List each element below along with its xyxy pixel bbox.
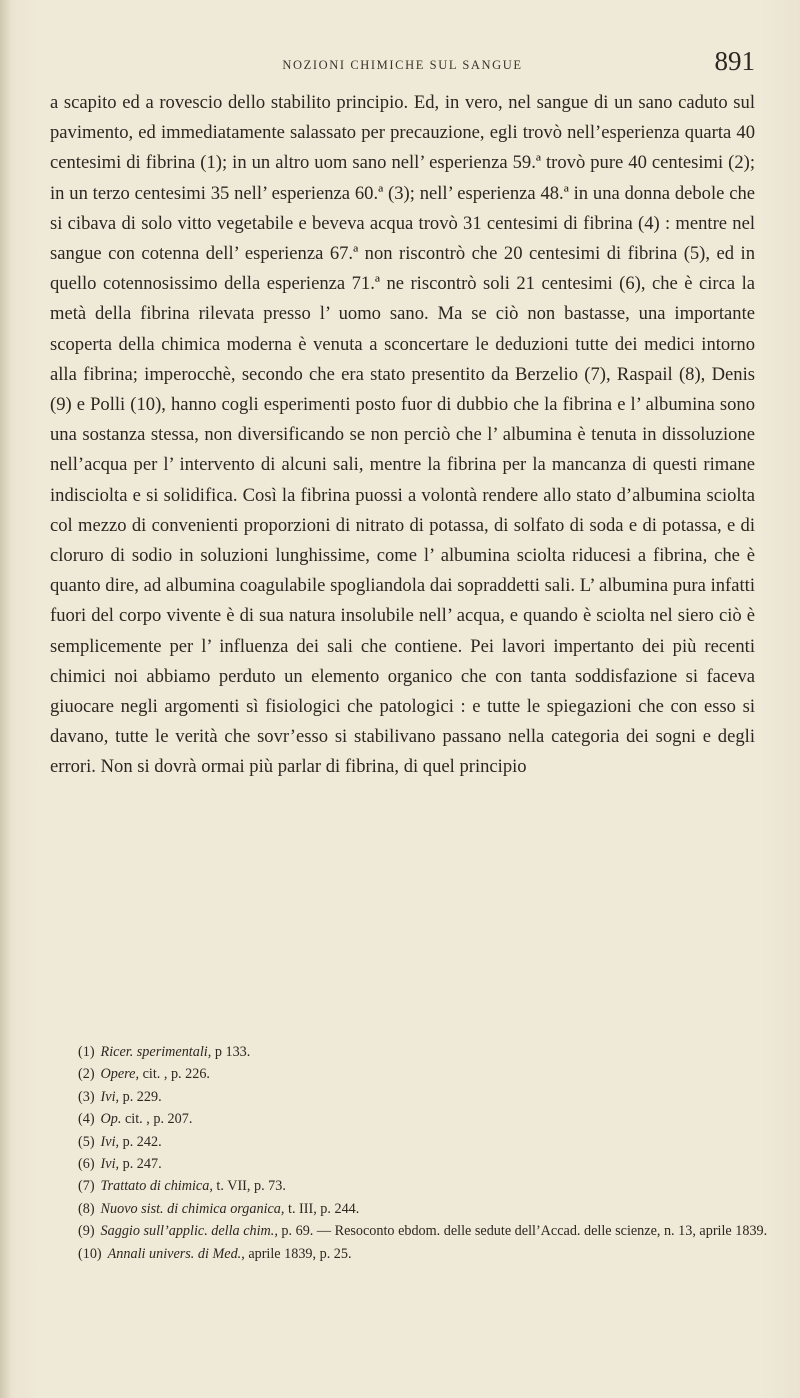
page-number: 891 bbox=[714, 46, 755, 76]
footnote-3: (3) Ivi, p. 229. bbox=[78, 1088, 162, 1105]
main-text bbox=[50, 88, 755, 783]
footnote-9: (9) Saggio sull’applic. della chim., p. 69. — Resoconto ebdom. delle sedute dell’Accad. delle scienze, n. 13, aprile 1839. bbox=[78, 1223, 768, 1240]
footnotes bbox=[78, 1041, 768, 1265]
page-spine-shadow bbox=[0, 0, 10, 1398]
footnote-8: (8) Nuovo sist. di chimica organica, t. III, p. 244. bbox=[78, 1200, 360, 1217]
footnote-7: (7) Trattato di chimica, t. VII, p. 73. bbox=[78, 1178, 286, 1195]
page-header bbox=[50, 46, 755, 86]
body-paragraph: a scapito ed a rovescio dello stabilito principio. Ed, in vero, nel sangue di un sano caduto sul pavimento, ed immediatamente salassato per precauzione, egli trovò nell’esperienza quarta 40 centesimi di fibrina (1); in un altro uom sano nell’ esperienza 59.ª trovò pure 40 centesimi (2); in un terzo centesimi 35 nell’ esperienza 60.ª (3); nell’ esperienza 48.ª in una donna debole che si cibava di solo vitto vegetabile e beveva acqua trovò 31 centesimi di fibrina (4) : mentre nel sangue con cotenna dell’ esperienza 67.ª non riscontrò che 20 centesimi di fibrina (5), ed in quello cotennosissimo della esperienza 71.ª ne riscontrò soli 21 centesimi (6), che è circa la metà della fibrina rilevata presso l’ uomo sano. Ma se ciò non bastasse, una importante scoperta della chimica moderna è venuta a sconcertare le deduzioni tutte dei medici intorno alla fibrina; imperocchè, secondo che era stato presentito da Berzelio (7), Raspail (8), Denis (9) e Polli (10), hanno cogli esperimenti posto fuor di dubbio che la fibrina e l’ albumina sono una sostanza stessa, non diversificando se non perciò che l’ albumina è tenuta in dissoluzione nell’acqua per l’ intervento di alcuni sali, mentre la fibrina per la mancanza di questi rimane indisciolta e si solidifica. Così la fibrina puossi a volontà rendere allo stato d’albumina sciolta col mezzo di convenienti proporzioni di nitrato di potassa, di solfato di soda e di potassa, e di cloruro di sodio in soluzioni lunghissime, come l’ albumina sciolta riducesi a fibrina, che è quanto dire, ad albumina coagulabile spogliandola dai sopraddetti sali. L’ albumina pura infatti fuori del corpo vivente è di sua natura insolubile nell’ acqua, e quando è sciolta nel siero ciò è semplicemente per l’ influenza dei sali che contiene. Pei lavori impertanto dei più recenti chimici noi abbiamo perduto un elemento organico che con tanta soddisfazione si faceva giuocare negli argomenti sì fisiologici che patologici : e tutte le spiegazioni che con esso si davano, tutte le verità che sovr’esso si stabilivano passano nella categoria dei sogni e degli errori. Non si dovrà ormai più parlar di fibrina, di quel principio bbox=[50, 92, 755, 778]
footnote-5: (5) Ivi, p. 242. bbox=[78, 1133, 162, 1150]
footnote-4: (4) Op. cit. , p. 207. bbox=[78, 1111, 193, 1128]
footnote-6: (6) Ivi, p. 247. bbox=[78, 1156, 162, 1173]
footnote-10: (10) Annali univers. di Med., aprile 1839, p. 25. bbox=[78, 1245, 352, 1262]
running-head: NOZIONI CHIMICHE SUL SANGUE bbox=[282, 58, 523, 72]
footnote-2: (2) Opere, cit. , p. 226. bbox=[78, 1066, 210, 1083]
footnote-1: (1) Ricer. sperimentali, p 133. bbox=[78, 1044, 251, 1060]
